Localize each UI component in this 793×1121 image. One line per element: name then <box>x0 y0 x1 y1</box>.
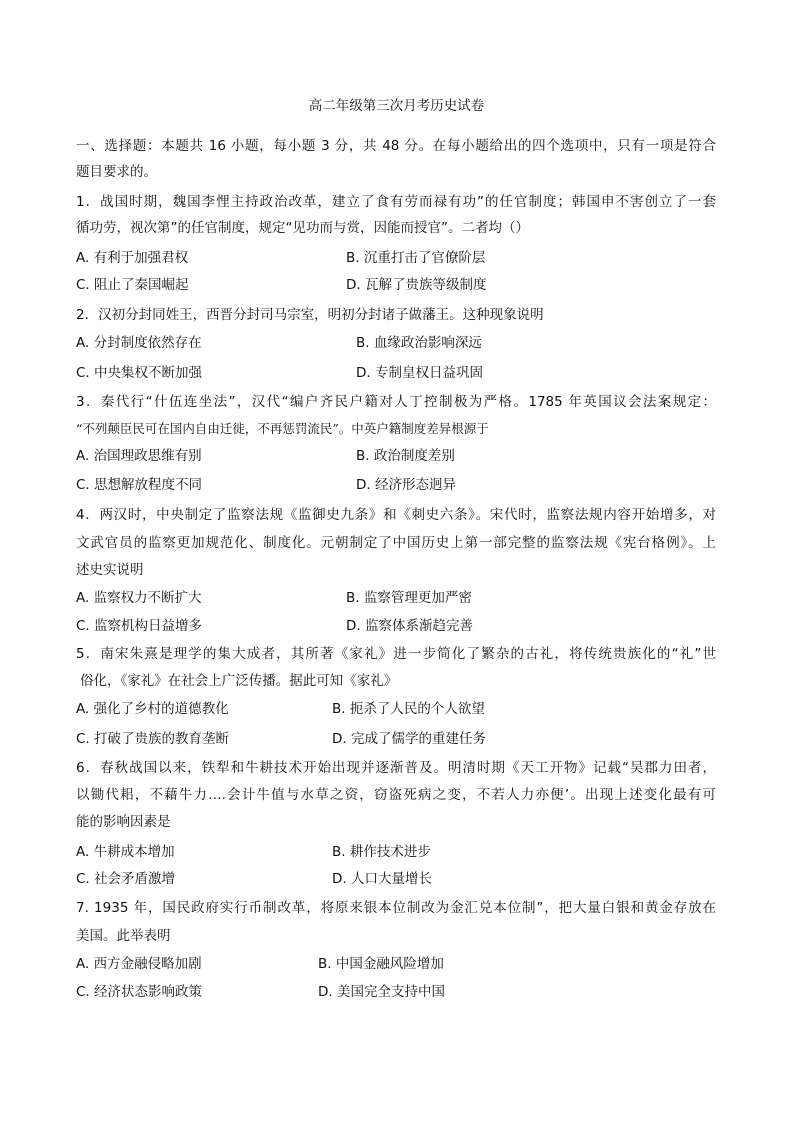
question-1-option-a: A. 有利于加强君权 <box>76 250 189 266</box>
question-3-option-c: C. 思想解放程度不同 <box>76 477 203 493</box>
question-3-option-b: B. 政治制度差别 <box>356 448 455 464</box>
question-1-option-b: B. 沉重打击了官僚阶层 <box>346 250 486 266</box>
question-7-option-a: A. 西方金融侵略加剧 <box>76 956 202 972</box>
question-6-line-2: 以锄代耜，不藉牛力….会计牛值与水草之资，窃盗死病之变，不若人力亦便’。出现上述变化最有可 <box>76 787 716 803</box>
question-1-option-c: C. 阻止了秦国崛起 <box>76 277 189 293</box>
question-4-line-3: 述史实说明 <box>76 562 144 578</box>
question-2-line-1: 2．汉初分封同姓王，西晋分封司马宗室，明初分封诸子做藩王。这种现象说明 <box>76 307 544 323</box>
section-heading-line-2: 题目要求的。 <box>76 164 157 180</box>
question-4-line-2: 文武官员的监察更加规范化、制度化。元朝制定了中国历史上第一部完整的监察法规《宪台格例》。上 <box>76 535 716 551</box>
question-5-option-d: D. 完成了儒学的重建任务 <box>332 731 486 747</box>
question-5-line-2: 俗化，《家礼》在社会上广泛传播。据此可知《家礼》 <box>80 673 398 689</box>
question-5-option-a: A. 强化了乡村的道德教化 <box>76 701 229 717</box>
question-6-line-1: 6．春秋战国以来，铁犁和牛耕技术开始出现并逐渐普及。明清时期《天工开物》记载“吴郡力田者， <box>76 760 716 776</box>
question-3-option-a: A. 治国理政思维有别 <box>76 448 202 464</box>
section-heading-line-1: 一、选择题：本题共 16 小题，每小题 3 分，共 48 分。在每小题给出的四个选项中，只有一项是符合 <box>76 138 716 154</box>
question-1-line-1: 1．战国时期，魏国李悝主持政治改革，建立了食有劳而禄有功”的任官制度；韩国申不害创立了一套 <box>76 194 716 210</box>
question-7-option-d: D. 美国完全支持中国 <box>318 984 445 1000</box>
question-2-option-c: C. 中央集权不断加强 <box>76 365 203 381</box>
question-4-option-c: C. 监察机构日益增多 <box>76 618 203 634</box>
question-6-option-a: A. 牛耕成本增加 <box>76 844 175 860</box>
question-7-option-c: C. 经济状态影响政策 <box>76 984 203 1000</box>
question-3-line-2: “不列颠臣民可在国内自由迁徙，不再惩罚流民”。中英户籍制度差异根源于 <box>76 421 489 436</box>
question-4-option-a: A. 监察权力不断扩大 <box>76 590 202 606</box>
exam-title: 高二年级第三次月考历史试卷 <box>308 98 485 114</box>
question-3-option-d: D. 经济形态迥异 <box>356 477 456 493</box>
question-6-option-d: D. 人口大量增长 <box>332 871 432 887</box>
question-2-option-b: B. 血缘政治影响深远 <box>356 335 482 351</box>
question-5-option-b: B. 扼杀了人民的个人欲望 <box>332 701 485 717</box>
question-1-option-d: D. 瓦解了贵族等级制度 <box>346 277 487 293</box>
question-5-line-1: 5．南宋朱熹是理学的集大成者，其所著《家礼》进一步简化了繁杂的古礼，将传统贵族化的“礼”世 <box>76 646 716 662</box>
question-2-option-a: A. 分封制度依然存在 <box>76 335 202 351</box>
question-7-option-b: B. 中国金融风险增加 <box>318 956 444 972</box>
question-5-option-c: C. 打破了贵族的教育垄断 <box>76 731 230 747</box>
question-4-line-1: 4．两汉时，中央制定了监察法规《监御史九条》和《刺史六条》。宋代时，监察法规内容开始增多，对 <box>76 507 716 523</box>
question-7-line-2: 美国。此举表明 <box>76 928 171 944</box>
question-4-option-b: B. 监察管理更加严密 <box>346 590 472 606</box>
question-1-line-2: 循功劳，视次第”的任官制度，规定“见功而与赏，因能而授官”。二者均（） <box>76 220 529 236</box>
question-6-line-3: 能的影响因素是 <box>76 814 171 830</box>
question-6-option-c: C. 社会矛盾激增 <box>76 871 176 887</box>
question-4-option-d: D. 监察体系渐趋完善 <box>346 618 473 634</box>
question-2-option-d: D. 专制皇权日益巩固 <box>356 365 483 381</box>
question-6-option-b: B. 耕作技术进步 <box>332 844 431 860</box>
question-7-line-1: 7. 1935 年，国民政府实行币制改革，将原来银本位制改为金汇兑本位制”，把大量白银和黄金存放在 <box>76 900 716 916</box>
question-3-line-1: 3．秦代行“什伍连坐法”，汉代“编户齐民户籍对人丁控制极为严格。1785 年英国议会法案规定： <box>76 394 716 410</box>
